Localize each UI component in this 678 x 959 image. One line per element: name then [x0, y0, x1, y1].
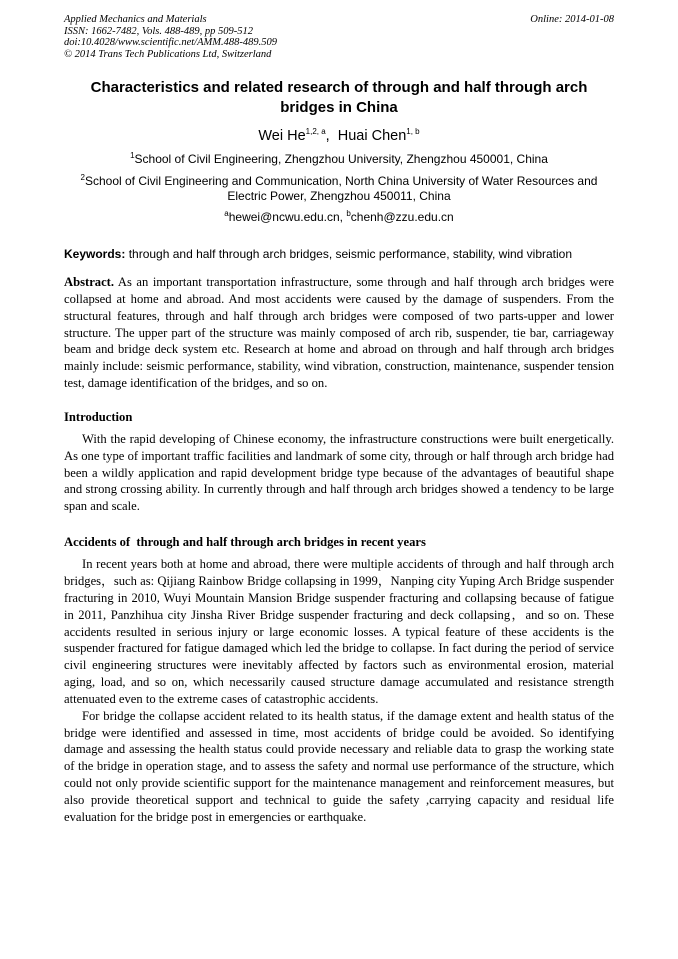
author-2-name: Huai Chen: [337, 128, 407, 144]
doi-line: doi:10.4028/www.scientific.net/AMM.488-489.509: [64, 37, 277, 48]
email-a-superscript: a: [224, 208, 229, 218]
accidents-paragraph-1: In recent years both at home and abroad, there were multiple accidents of through and half through arch bridges，such as: Qijiang Rainbow Bridge collapsing in 1999，Nanping city Yuping Arch Bridge suspender fracturing in 2010, Wuyi Mountain Mansion Bridge suspender fracturing and collapsing because of fatigue in 2011, Panzhihua city Jinsha River Bridge suspender fracturing and deck collapsing，and so on. These accidents resulted in serious injury or large economic losses. A typical feature of these accidents is the suspender fractured for fatigue damaged which led the bridge to collapse. In fact during the period of service civil engineering structures were inevitably affected by factors such as environmental erosion, material aging, load, and so on, which necessarily caused structure damage accumulated and resistance strength attenuated even to the extreme cases of catastrophic accidents.: [64, 557, 614, 706]
abstract: [64, 274, 614, 392]
author-1-superscript: 1,2, a: [305, 127, 326, 137]
paper-page: [64, 14, 614, 826]
keywords-text: through and half through arch bridges, seismic performance, stability, wind vibration: [125, 247, 573, 261]
author-1-name: Wei He: [258, 128, 306, 144]
email-a[interactable]: hewei@ncwu.edu.cn,: [228, 209, 347, 224]
introduction-heading: Introduction: [64, 409, 133, 424]
author-separator: ,: [325, 128, 338, 144]
email-line: [64, 210, 614, 226]
author-2-superscript: 1, b: [406, 127, 420, 137]
accidents-paragraph-2: For bridge the collapse accident related to its health status, if the damage extent and health status of the bridge were identified and assessed in time, most accidents of bridge could be avoided. So identifying damage and assessing the health status could provide necessary and reliable data to grasp the working state of the bridge in operation stage, and to assess the safety and normal use performance of the structure, which could not only provide scientific support for the maintenance management and reinforcement measures, but also provide theoretical support and technical to guide the safety ,carrying capacity and residual life evaluation for the bridge post in emergencies or earthquake.: [64, 708, 614, 824]
issn-line: ISSN: 1662-7482, Vols. 488-489, pp 509-512: [64, 25, 253, 37]
author-line: [64, 127, 614, 145]
journal-header: [64, 14, 614, 60]
abstract-text: As an important transportation infrastructure, some through and half through arch bridges were collapsed at home and abroad. And most accidents were caused by the damage of suspenders. From the structural features, through and half through arch bridges were composed of two parts-upper and lower structure. The upper part of the structure was mainly composed of arch rib, suspender, tie bar, carriageway beam and bridge deck system etc. Research at home and abroad on through and half through arch bridges mainly include: seismic performance, stability, wind vibration, construction, maintenance, suspender tension test, damage identification of the bridges, and so on.: [64, 275, 614, 391]
affiliation-1-superscript: 1: [130, 151, 135, 160]
affiliation-1-text: School of Civil Engineering, Zhengzhou University, Zhengzhou 450001, China: [134, 152, 548, 166]
affiliation-2: [64, 174, 614, 205]
email-b[interactable]: chenh@zzu.edu.cn: [350, 209, 454, 224]
keywords-label: Keywords:: [64, 247, 126, 261]
affiliation-1: [64, 152, 614, 168]
affiliation-2-superscript: 2: [80, 172, 85, 182]
copyright-line: © 2014 Trans Tech Publications Ltd, Switzerland: [64, 48, 272, 60]
journal-name: Applied Mechanics and Materials: [64, 14, 207, 25]
abstract-label: Abstract.: [64, 275, 115, 289]
accidents-heading: Accidents of through and half through arch bridges in recent years: [64, 535, 426, 550]
online-date: Online: 2014-01-08: [530, 14, 614, 25]
affiliation-2-text: School of Civil Engineering and Communication, North China University of Water Resources and Electric Power, Zhengzhou 450011, China: [84, 173, 598, 203]
email-b-superscript: b: [346, 208, 351, 218]
introduction-paragraph-1: With the rapid developing of Chinese economy, the infrastructure constructions were built energetically. As one type of important traffic facilities and landmark of some city, through or half through arch bridge had been a wildly application and rapid development bridge type because of the advantages of beautiful shape and strong crossing ability. In currently through and half through arch bridges showed a tendency to be large span and scale.: [64, 431, 614, 514]
keywords: [64, 247, 614, 262]
paper-title: Characteristics and related research of through and half through arch bridges in China: [90, 79, 588, 116]
